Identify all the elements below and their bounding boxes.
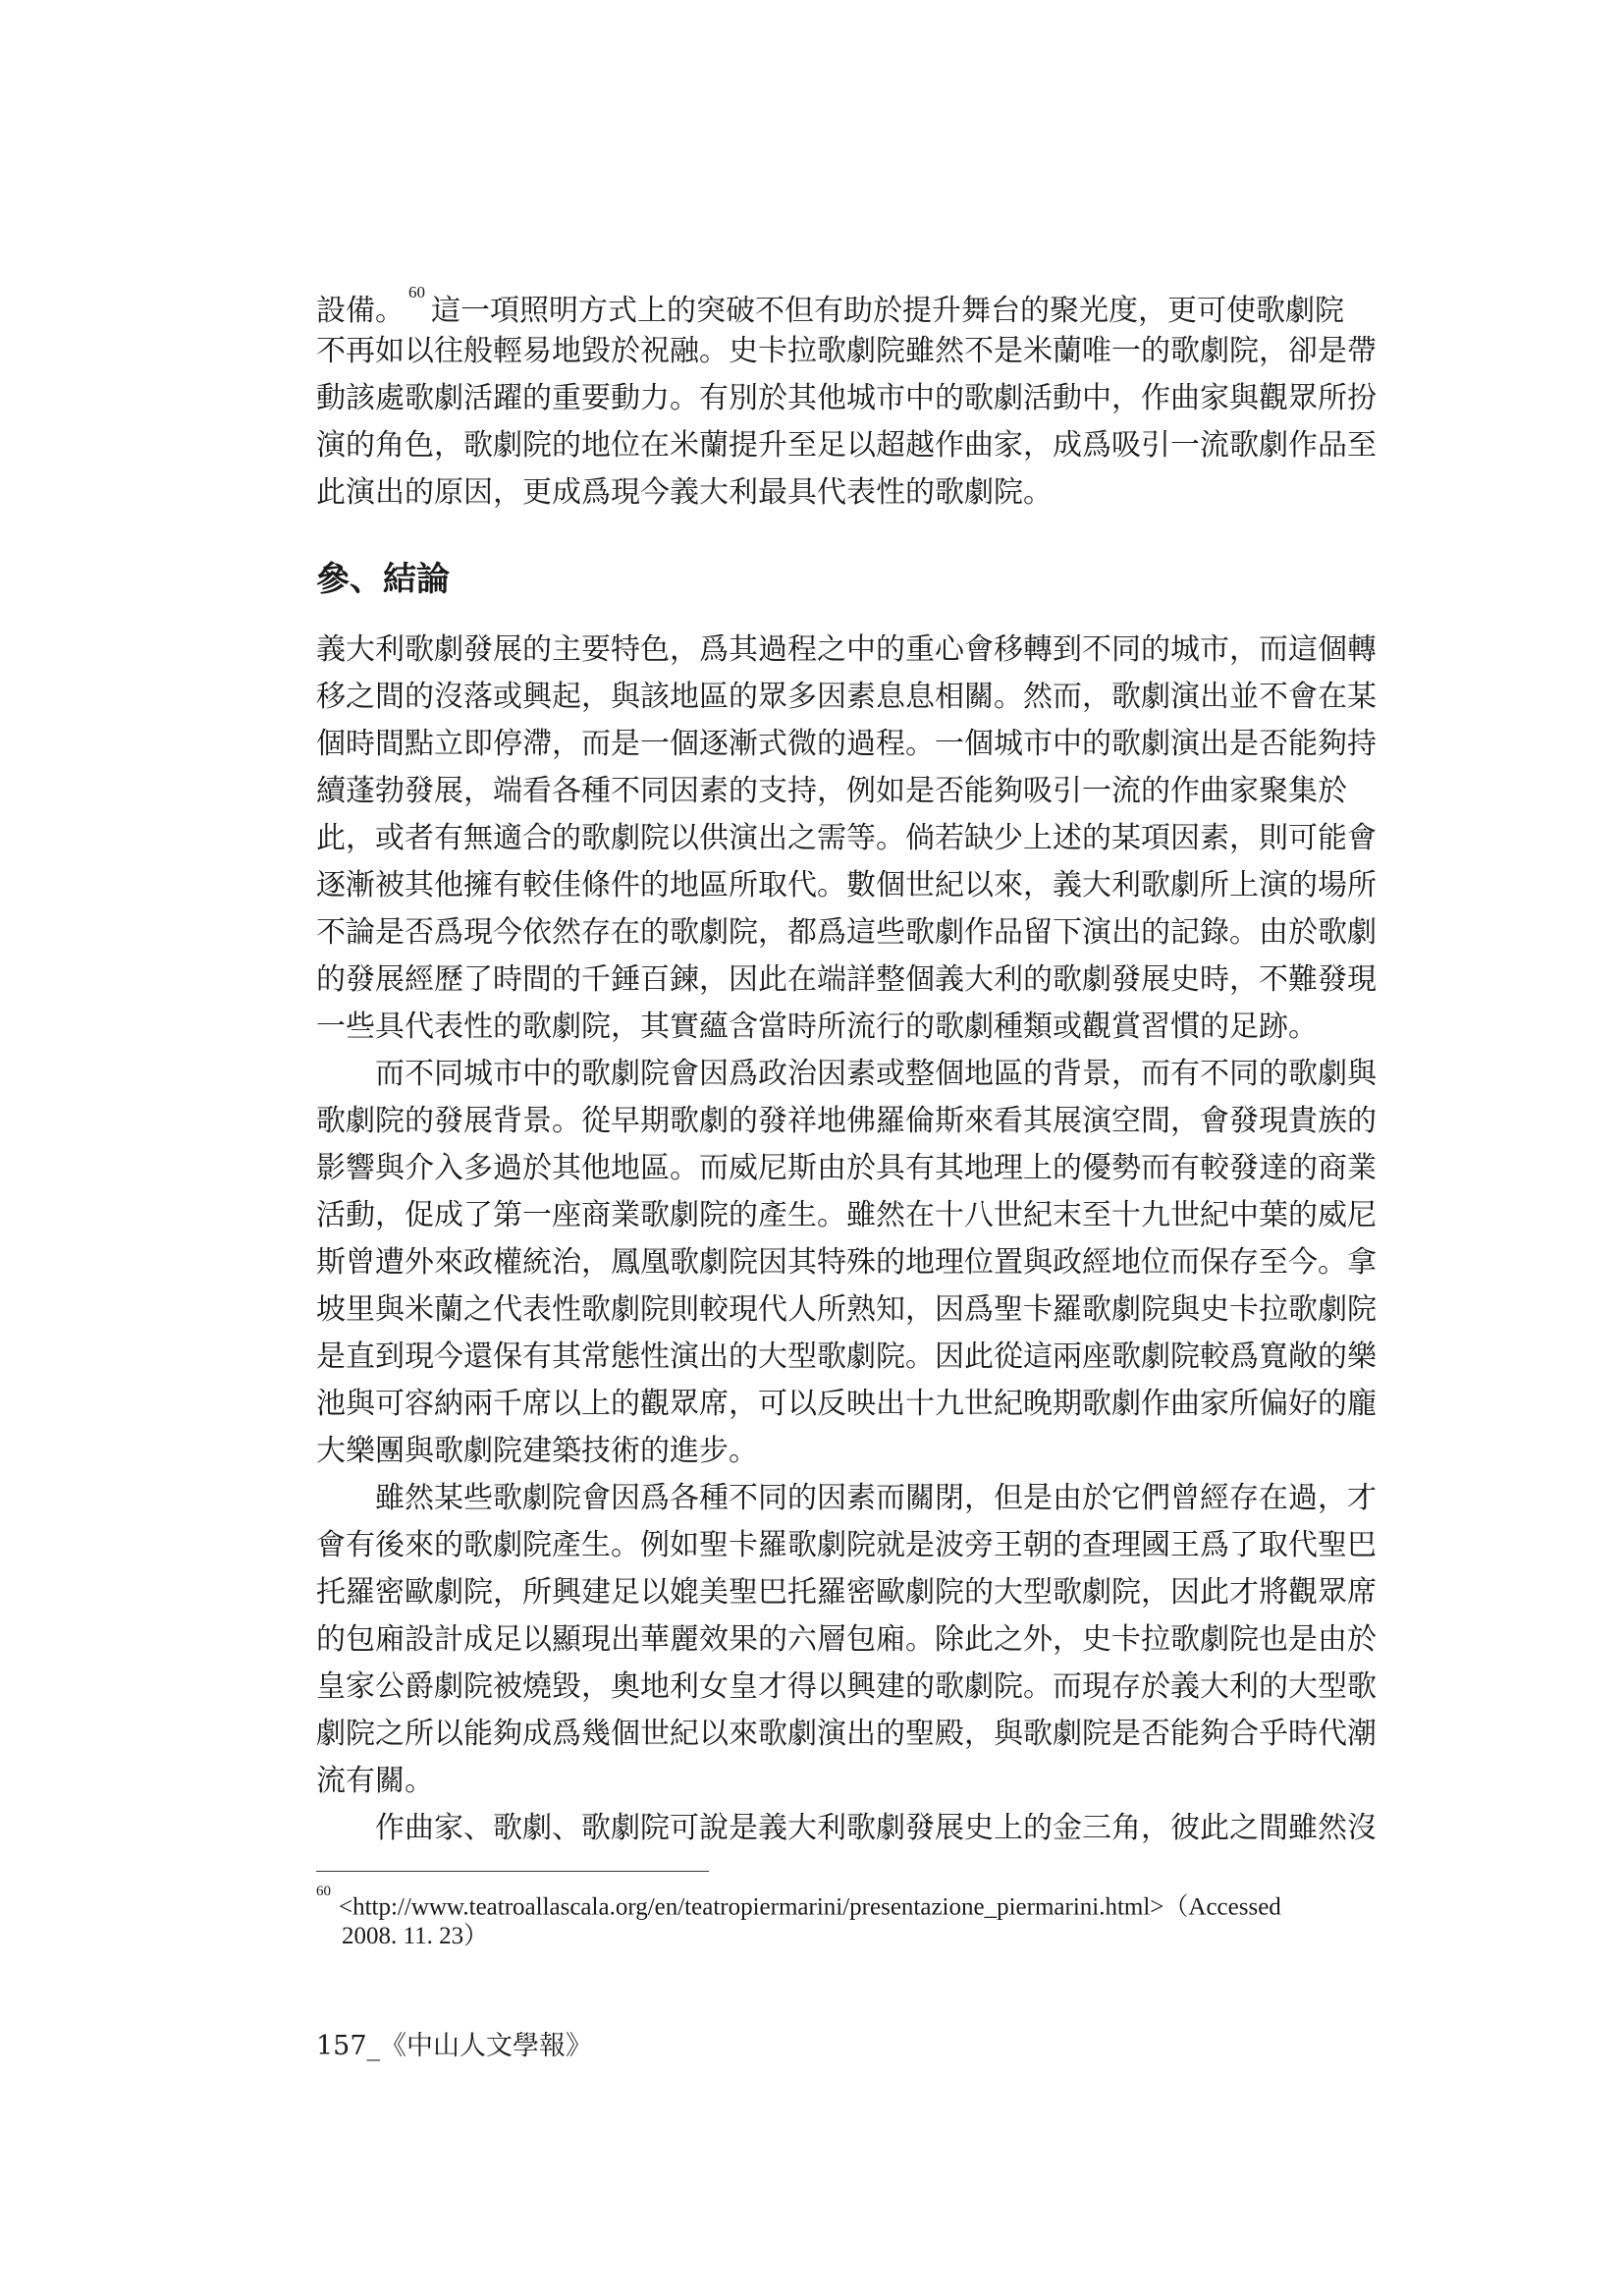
body-line: 而不同城市中的歌劇院會因爲政治因素或整個地區的背景，而有不同的歌劇與 [375,1057,1377,1091]
body-line: 斯曾遭外來政權統治，鳳凰歌劇院因其特殊的地理位置與政經地位而保存至今。拿 [316,1245,1377,1280]
body-line: 歌劇院的發展背景。從早期歌劇的發祥地佛羅倫斯來看其展演空間，會發現貴族的 [316,1104,1377,1138]
footnote-divider [316,1871,709,1872]
body-line: 不再如以往般輕易地毀於祝融。史卡拉歌劇院雖然不是米蘭唯一的歌劇院，卻是帶 [316,334,1377,368]
body-line: 逐漸被其他擁有較佳條件的地區所取代。數個世紀以來，義大利歌劇所上演的場所 [316,868,1377,902]
body-line: 池與可容納兩千席以上的觀眾席，可以反映出十九世紀晚期歌劇作曲家所偏好的龐 [316,1387,1377,1421]
body-line: 大樂團與歌劇院建築技術的進步。 [316,1434,758,1468]
body-line: 作曲家、歌劇、歌劇院可說是義大利歌劇發展史上的金三角，彼此之間雖然沒 [375,1811,1377,1845]
footnote-number: 60 [316,1884,331,1899]
top-paragraph [316,281,1377,517]
body-line: 此，或者有無適合的歌劇院以供演出之需等。倘若缺少上述的某項因素，則可能會 [316,821,1377,855]
body-line: 一些具代表性的歌劇院，其實蘊含當時所流行的歌劇種類或觀賞習慣的足跡。 [316,1010,1318,1044]
page-footer: 157_《中山人文學報》 [316,2031,593,2061]
body-line: 坡里與米蘭之代表性歌劇院則較現代人所熟知，因爲聖卡羅歌劇院與史卡拉歌劇院 [316,1292,1377,1327]
footnote-line [316,1884,1298,1919]
body-line: 動該處歌劇活躍的重要動力。有別於其他城市中的歌劇活動中，作曲家與觀眾所扮 [316,381,1377,415]
section-heading: 參、結論 [316,560,450,599]
body-line: 皇家公爵劇院被燒毀，奧地利女皇才得以興建的歌劇院。而現存於義大利的大型歌 [316,1669,1377,1704]
body-line: 是直到現今還保有其常態性演出的大型歌劇院。因此從這兩座歌劇院較爲寬敞的樂 [316,1339,1377,1374]
body-line: 劇院之所以能夠成爲幾個世紀以來歌劇演出的聖殿，與歌劇院是否能夠合乎時代潮 [316,1717,1377,1751]
body-line: 不論是否爲現今依然存在的歌劇院，都爲這些歌劇作品留下演出的記錄。由於歌劇 [316,915,1377,950]
body-line: 雖然某些歌劇院會因爲各種不同的因素而關閉，但是由於它們曾經存在過，才 [375,1481,1377,1515]
body-line: 個時間點立即停滯，而是一個逐漸式微的過程。一個城市中的歌劇演出是否能夠持 [316,727,1377,761]
body-line: 移之間的沒落或興起，與該地區的眾多因素息息相關。然而，歌劇演出並不會在某 [316,680,1377,714]
footnote [316,1884,1298,1954]
paragraph-3 [316,1475,1377,1805]
body-line: 的發展經歷了時間的千錘百鍊，因此在端詳整個義大利的歌劇發展史時，不難發現 [316,962,1377,997]
paragraph-1 [316,627,1377,1051]
paragraph-4 [316,1805,1377,1852]
body-line: 義大利歌劇發展的主要特色，爲其過程之中的重心會移轉到不同的城市，而這個轉 [316,632,1377,667]
footnote-url[interactable]: <http://www.teatroallascala.org/en/teatropiermarini/presentazione_piermarini.html>（Accessed [339,1893,1281,1921]
body-line: 會有後來的歌劇院產生。例如聖卡羅歌劇院就是波旁王朝的查理國王爲了取代聖巴 [316,1528,1377,1562]
body-line: 演的角色，歌劇院的地位在米蘭提升至足以超越作曲家，成爲吸引一流歌劇作品至 [316,428,1377,463]
paragraph-2 [316,1051,1377,1475]
body-line: 設備。$^{60}$這一項照明方式上的突破不但有助於提升舞台的聚光度，更可使歌劇院 [316,283,1344,328]
body-line: 托羅密歐劇院，所興建足以媲美聖巴托羅密歐劇院的大型歌劇院，因此才將觀眾席 [316,1575,1377,1610]
body-line: 續蓬勃發展，端看各種不同因素的支持，例如是否能夠吸引一流的作曲家聚集於 [316,774,1347,808]
body-line: 影響與介入多過於其他地區。而威尼斯由於具有其地理上的優勢而有較發達的商業 [316,1151,1377,1185]
body-line: 流有關。 [316,1764,434,1798]
footnote-reference[interactable]: 60 [408,283,425,301]
body-line: 活動，促成了第一座商業歌劇院的產生。雖然在十八世紀末至十九世紀中葉的威尼 [316,1198,1377,1232]
body-line: 的包廂設計成足以顯現出華麗效果的六層包廂。除此之外，史卡拉歌劇院也是由於 [316,1622,1377,1657]
footnote-line: 2008. 11. 23） [342,1923,489,1949]
body-line: 此演出的原因，更成爲現今義大利最具代表性的歌劇院。 [316,475,1053,510]
